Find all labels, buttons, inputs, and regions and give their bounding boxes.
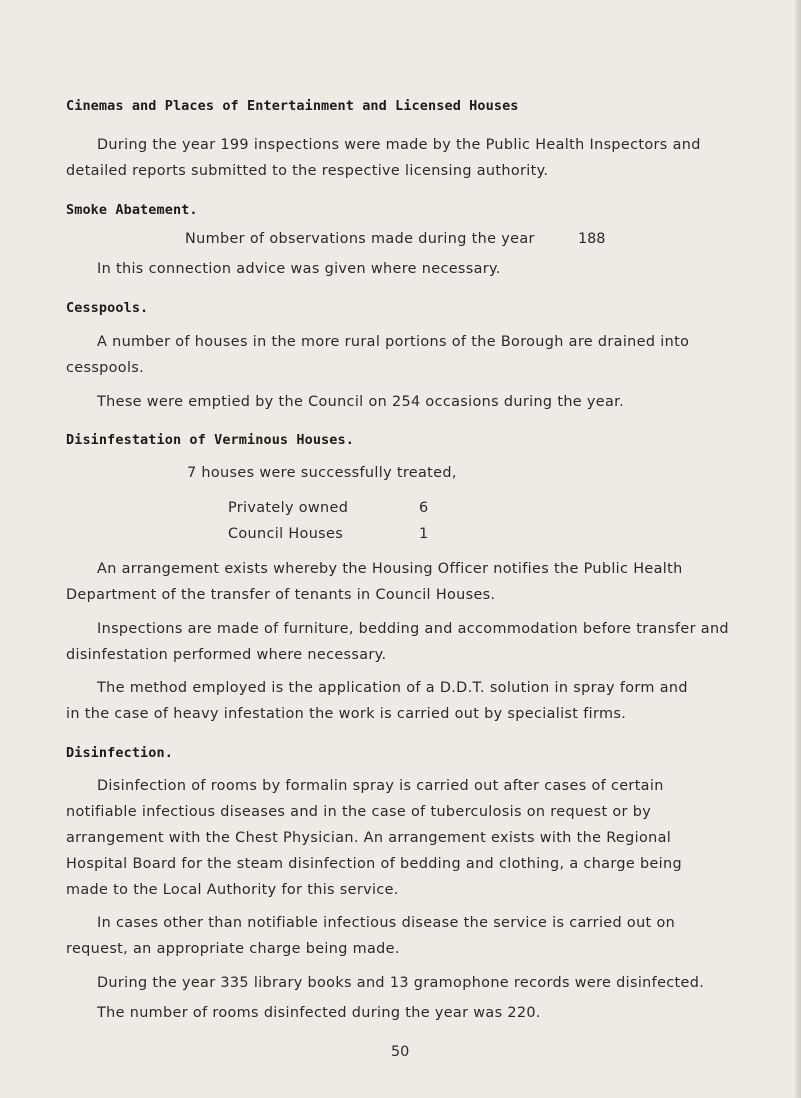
disinfection-para2-line-1: In cases other than notifiable infectious disease the service is carried out on bbox=[97, 915, 676, 931]
verminous-para1-line-2: Department of the transfer of tenants in Council Houses. bbox=[66, 587, 496, 603]
disinfection-para2-line-2: request, an appropriate charge being made. bbox=[66, 941, 400, 957]
disinfection-para1-line-4: Hospital Board for the steam disinfection of bedding and clothing, a charge being bbox=[66, 856, 682, 872]
heading-disinfection: Disinfection. bbox=[66, 745, 173, 761]
observations-value: 188 bbox=[578, 231, 606, 247]
cinemas-line-1: During the year 199 inspections were made by the Public Health Inspectors and bbox=[97, 137, 701, 153]
heading-cinemas: Cinemas and Places of Entertainment and Licensed Houses bbox=[66, 98, 519, 114]
row-label-privately-owned: Privately owned bbox=[228, 500, 349, 516]
verminous-para2-line-2: disinfestation performed where necessary. bbox=[66, 647, 387, 663]
disinfection-library-books: During the year 335 library books and 13 gramophone records were disinfected. bbox=[97, 975, 705, 991]
verminous-para1-line-1: An arrangement exists whereby the Housing Officer notifies the Public Health bbox=[97, 561, 683, 577]
disinfection-para1-line-5: made to the Local Authority for this service. bbox=[66, 882, 399, 898]
row-label-council-houses: Council Houses bbox=[228, 526, 344, 542]
houses-treated: 7 houses were successfully treated, bbox=[187, 465, 457, 481]
disinfection-rooms-count: The number of rooms disinfected during the year was 220. bbox=[97, 1005, 541, 1021]
cinemas-line-2: detailed reports submitted to the respective licensing authority. bbox=[66, 163, 549, 179]
heading-verminous-houses: Disinfestation of Verminous Houses. bbox=[66, 432, 354, 448]
row-value-council-houses: 1 bbox=[419, 526, 429, 542]
heading-cesspools: Cesspools. bbox=[66, 300, 149, 316]
page-number: 50 bbox=[391, 1044, 410, 1060]
smoke-advice: In this connection advice was given where necessary. bbox=[97, 261, 501, 277]
disinfection-para1-line-2: notifiable infectious diseases and in the case of tuberculosis on request or by bbox=[66, 804, 652, 820]
disinfection-para1-line-3: arrangement with the Chest Physician. An arrangement exists with the Regional bbox=[66, 830, 672, 846]
heading-smoke-abatement: Smoke Abatement. bbox=[66, 202, 198, 218]
verminous-para3-line-1: The method employed is the application of a D.D.T. solution in spray form and bbox=[97, 680, 688, 696]
verminous-para2-line-1: Inspections are made of furniture, bedding and accommodation before transfer and bbox=[97, 621, 729, 637]
row-value-privately-owned: 6 bbox=[419, 500, 429, 516]
cesspools-line-2: cesspools. bbox=[66, 360, 145, 376]
cesspools-emptied: These were emptied by the Council on 254 occasions during the year. bbox=[97, 394, 625, 410]
disinfection-para1-line-1: Disinfection of rooms by formalin spray is carried out after cases of certain bbox=[97, 778, 664, 794]
verminous-para3-line-2: in the case of heavy infestation the work is carried out by specialist firms. bbox=[66, 706, 627, 722]
observations-label: Number of observations made during the year bbox=[185, 231, 535, 247]
cesspools-line-1: A number of houses in the more rural portions of the Borough are drained into bbox=[97, 334, 690, 350]
page-edge-shadow bbox=[795, 0, 801, 1098]
